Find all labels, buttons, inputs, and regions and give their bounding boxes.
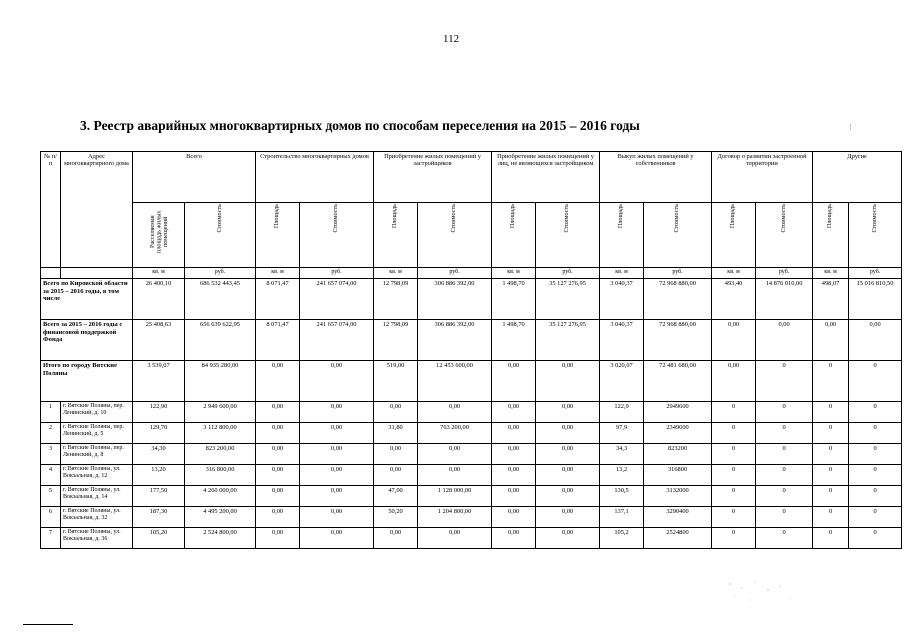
row-value: 187,30 xyxy=(133,507,185,528)
row-value: 0 xyxy=(712,402,756,423)
header-group-other: Другие xyxy=(813,152,902,203)
row-value: 0 xyxy=(813,528,849,549)
row-value: 31,80 xyxy=(374,423,418,444)
subheader-cost: Стоимость xyxy=(849,203,902,268)
unit-cost: руб. xyxy=(756,268,813,279)
summary-value: 35 127 276,95 xyxy=(536,279,600,320)
row-value: 0 xyxy=(849,486,902,507)
row-value: 1 128 000,00 xyxy=(418,486,492,507)
row-value: 2 524 800,00 xyxy=(185,528,256,549)
row-value: 0 xyxy=(712,423,756,444)
summary-value: 0 xyxy=(849,361,902,402)
unit-cost: руб. xyxy=(418,268,492,279)
row-value: 0,00 xyxy=(536,486,600,507)
row-value: 0,00 xyxy=(418,528,492,549)
summary-value: 35 127 276,95 xyxy=(536,320,600,361)
row-value: 0,00 xyxy=(300,465,374,486)
header-group-development-contract: Договор о развитии застроенной территории xyxy=(712,152,813,203)
summary-label: Всего за 2015 – 2016 годы с финансовой поддержкой Фонда xyxy=(41,320,133,361)
summary-value: 0,00 xyxy=(300,361,374,402)
summary-value: 12 453 600,00 xyxy=(418,361,492,402)
row-value: 0 xyxy=(712,465,756,486)
table-body xyxy=(41,279,902,549)
summary-value: 72 481 680,00 xyxy=(644,361,712,402)
row-value: 0,00 xyxy=(256,423,300,444)
row-value: 0 xyxy=(756,486,813,507)
summary-value: 686 532 443,45 xyxy=(185,279,256,320)
subheader-cost: Стоимость xyxy=(418,203,492,268)
unit-area: кв. м xyxy=(374,268,418,279)
summary-value: 0,00 xyxy=(849,320,902,361)
row-value: 0 xyxy=(712,507,756,528)
row-number: 3 xyxy=(41,444,61,465)
row-number: 6 xyxy=(41,507,61,528)
row-value: 0,00 xyxy=(536,402,600,423)
summary-value: 519,00 xyxy=(374,361,418,402)
row-value: 4 495 200,00 xyxy=(185,507,256,528)
unit-area: кв. м xyxy=(712,268,756,279)
summary-value: 12 798,09 xyxy=(374,320,418,361)
row-value: 0,00 xyxy=(492,528,536,549)
row-address: г. Вятские Поляны, пер. Ленинский, д. 8 xyxy=(61,444,133,465)
summary-label: Итого по городу Вятские Поляны xyxy=(41,361,133,402)
row-value: 0 xyxy=(849,402,902,423)
subheader-area: Площадь xyxy=(256,203,300,268)
row-value: 0,00 xyxy=(300,507,374,528)
summary-value: 14 876 010,00 xyxy=(756,279,813,320)
summary-value: 1 498,70 xyxy=(492,279,536,320)
summary-value: 0,00 xyxy=(492,361,536,402)
row-value: 823200 xyxy=(644,444,712,465)
row-value: 34,30 xyxy=(133,444,185,465)
row-value: 0,00 xyxy=(418,465,492,486)
row-value: 763 200,00 xyxy=(418,423,492,444)
row-value: 2349600 xyxy=(644,423,712,444)
row-address: г. Вятские Поляны, ул. Вокзальная, д. 36 xyxy=(61,528,133,549)
subheader-area: Площадь xyxy=(374,203,418,268)
summary-value: 0,00 xyxy=(712,320,756,361)
header-group-buyout: Выкуп жилых помещений у собственников xyxy=(600,152,712,203)
subheader-cost: Стоимость xyxy=(644,203,712,268)
summary-value: 72 968 880,00 xyxy=(644,320,712,361)
row-value: 0 xyxy=(712,444,756,465)
summary-value: 8 071,47 xyxy=(256,320,300,361)
summary-value: 306 886 392,00 xyxy=(418,279,492,320)
subheader-area: Площадь xyxy=(600,203,644,268)
document-title: 3. Реестр аварийных многоквартирных домов по способам переселения на 2015 – 2016 годы xyxy=(80,118,640,133)
header-row-subcolumns xyxy=(41,203,902,268)
row-value: 0,00 xyxy=(300,423,374,444)
row-address: г. Вятские Поляны, ул. Вокзальная, д. 14 xyxy=(61,486,133,507)
row-value: 0,00 xyxy=(536,507,600,528)
row-number: 1 xyxy=(41,402,61,423)
row-value: 0,00 xyxy=(492,486,536,507)
subheader-cost: Стоимость xyxy=(300,203,374,268)
subheader-cost: Стоимость xyxy=(756,203,813,268)
row-value: 0,00 xyxy=(492,423,536,444)
subheader-cost: Стоимость xyxy=(185,203,256,268)
row-value: 0 xyxy=(756,528,813,549)
scan-artifact: ⁝ xyxy=(849,122,852,132)
row-value: 0,00 xyxy=(536,444,600,465)
row-value: 3290400 xyxy=(644,507,712,528)
row-value: 0 xyxy=(756,507,813,528)
row-value: 0 xyxy=(712,486,756,507)
row-value: 0,00 xyxy=(300,444,374,465)
row-value: 13,2 xyxy=(600,465,644,486)
row-value: 0,00 xyxy=(256,486,300,507)
row-value: 316 800,00 xyxy=(185,465,256,486)
row-value: 823 200,00 xyxy=(185,444,256,465)
table-row xyxy=(41,423,902,444)
header-group-non-developers: Приобретение жилых помещений у лиц, не являющихся застройщиком xyxy=(492,152,600,203)
row-value: 2 949 600,00 xyxy=(185,402,256,423)
summary-value: 241 657 074,00 xyxy=(300,320,374,361)
row-value: 34,3 xyxy=(600,444,644,465)
row-value: 0 xyxy=(813,465,849,486)
summary-value: 3 040,37 xyxy=(600,279,644,320)
row-value: 0 xyxy=(813,423,849,444)
row-value: 47,00 xyxy=(374,486,418,507)
unit-cost: руб. xyxy=(300,268,374,279)
header-group-construction: Строительство многоквартирных домов xyxy=(256,152,374,203)
row-value: 50,20 xyxy=(374,507,418,528)
row-value: 0,00 xyxy=(300,486,374,507)
summary-value: 3 040,37 xyxy=(600,320,644,361)
row-value: 0,00 xyxy=(492,507,536,528)
row-address: г. Вятские Поляны, пер. Ленинский, д. 5 xyxy=(61,423,133,444)
row-value: 137,1 xyxy=(600,507,644,528)
header-row-units xyxy=(41,268,902,279)
summary-value: 26 400,10 xyxy=(133,279,185,320)
row-value: 0,00 xyxy=(536,423,600,444)
row-value: 97,9 xyxy=(600,423,644,444)
row-value: 0,00 xyxy=(256,465,300,486)
summary-value: 72 968 880,00 xyxy=(644,279,712,320)
row-value: 3132000 xyxy=(644,486,712,507)
row-value: 0 xyxy=(813,402,849,423)
row-value: 177,50 xyxy=(133,486,185,507)
unit-area: кв. м xyxy=(133,268,185,279)
row-value: 0,00 xyxy=(374,402,418,423)
summary-value: 0,00 xyxy=(256,361,300,402)
unit-area: кв. м xyxy=(600,268,644,279)
summary-row xyxy=(41,361,902,402)
header-no: № п/п xyxy=(41,152,61,268)
header-group-developers: Приобретение жилых помещений у застройщиков xyxy=(374,152,492,203)
row-value: 0,00 xyxy=(300,528,374,549)
header-group-total: Всего xyxy=(133,152,256,203)
subheader-area: Площадь xyxy=(492,203,536,268)
row-value: 0,00 xyxy=(300,402,374,423)
footnote-rule xyxy=(23,624,73,625)
summary-value: 1 498,70 xyxy=(492,320,536,361)
row-value: 0,00 xyxy=(374,444,418,465)
unit-area: кв. м xyxy=(492,268,536,279)
units-blank xyxy=(41,268,61,279)
row-value: 316800 xyxy=(644,465,712,486)
summary-value: 493,40 xyxy=(712,279,756,320)
row-value: 13,20 xyxy=(133,465,185,486)
unit-area: кв. м xyxy=(256,268,300,279)
row-value: 1 204 800,00 xyxy=(418,507,492,528)
subheader-area: Площадь xyxy=(813,203,849,268)
registry-table xyxy=(40,151,902,549)
row-value: 0,00 xyxy=(418,402,492,423)
header-address: Адрес многоквартирного дома xyxy=(61,152,133,268)
summary-value: 0,00 xyxy=(712,361,756,402)
row-value: 0 xyxy=(849,444,902,465)
summary-value: 0,00 xyxy=(813,320,849,361)
summary-value: 241 657 074,00 xyxy=(300,279,374,320)
row-value: 0 xyxy=(849,528,902,549)
unit-cost: руб. xyxy=(849,268,902,279)
table-row xyxy=(41,507,902,528)
summary-row xyxy=(41,279,902,320)
table-row xyxy=(41,444,902,465)
row-value: 0 xyxy=(813,486,849,507)
unit-cost: руб. xyxy=(185,268,256,279)
row-value: 0,00 xyxy=(492,402,536,423)
row-value: 129,70 xyxy=(133,423,185,444)
summary-value: 0,00 xyxy=(756,320,813,361)
unit-area: кв. м xyxy=(813,268,849,279)
table-row xyxy=(41,402,902,423)
summary-value: 8 071,47 xyxy=(256,279,300,320)
table-row xyxy=(41,486,902,507)
row-value: 0 xyxy=(813,444,849,465)
row-value: 0,00 xyxy=(374,528,418,549)
row-value: 105,2 xyxy=(600,528,644,549)
row-value: 0 xyxy=(813,507,849,528)
row-value: 0 xyxy=(849,423,902,444)
row-value: 0 xyxy=(756,465,813,486)
row-value: 0,00 xyxy=(418,444,492,465)
summary-value: 498,07 xyxy=(813,279,849,320)
page-number: 112 xyxy=(443,33,460,45)
row-value: 105,20 xyxy=(133,528,185,549)
summary-value: 3 539,07 xyxy=(133,361,185,402)
units-blank xyxy=(61,268,133,279)
summary-value: 0 xyxy=(813,361,849,402)
subheader-resettled-area: Расселяемая площадь жилых помещений xyxy=(133,203,185,268)
row-number: 5 xyxy=(41,486,61,507)
table-row xyxy=(41,528,902,549)
row-number: 2 xyxy=(41,423,61,444)
header-row-groups xyxy=(41,152,902,203)
row-number: 7 xyxy=(41,528,61,549)
row-value: 0,00 xyxy=(374,465,418,486)
summary-value: 306 886 392,00 xyxy=(418,320,492,361)
summary-value: 12 798,09 xyxy=(374,279,418,320)
summary-value: 3 020,07 xyxy=(600,361,644,402)
summary-value: 0,00 xyxy=(536,361,600,402)
row-value: 0,00 xyxy=(492,465,536,486)
subheader-cost: Стоимость xyxy=(536,203,600,268)
summary-value: 15 016 810,50 xyxy=(849,279,902,320)
row-address: г. Вятские Поляны, ул. Вокзальная, д. 32 xyxy=(61,507,133,528)
row-value: 4 260 000,00 xyxy=(185,486,256,507)
row-value: 122,9 xyxy=(600,402,644,423)
row-value: 2949600 xyxy=(644,402,712,423)
row-value: 0,00 xyxy=(536,465,600,486)
row-value: 2524800 xyxy=(644,528,712,549)
table-row xyxy=(41,465,902,486)
row-value: 0 xyxy=(849,507,902,528)
row-value: 0,00 xyxy=(536,528,600,549)
row-value: 0 xyxy=(712,528,756,549)
summary-value: 25 408,63 xyxy=(133,320,185,361)
row-value: 0 xyxy=(756,402,813,423)
summary-value: 84 935 280,00 xyxy=(185,361,256,402)
row-value: 0,00 xyxy=(256,528,300,549)
row-value: 0 xyxy=(849,465,902,486)
summary-value: 656 639 622,95 xyxy=(185,320,256,361)
row-value: 0,00 xyxy=(256,402,300,423)
row-value: 0 xyxy=(756,423,813,444)
row-value: 0,00 xyxy=(256,444,300,465)
summary-value: 0 xyxy=(756,361,813,402)
row-value: 122,90 xyxy=(133,402,185,423)
row-address: г. Вятские Поляны, ул. Вокзальная, д. 12 xyxy=(61,465,133,486)
row-address: г. Вятские Поляны, пер. Ленинский, д. 10 xyxy=(61,402,133,423)
scan-noise xyxy=(720,578,810,608)
row-value: 0,00 xyxy=(256,507,300,528)
subheader-area: Площадь xyxy=(712,203,756,268)
unit-cost: руб. xyxy=(644,268,712,279)
row-value: 3 112 800,00 xyxy=(185,423,256,444)
row-value: 0,00 xyxy=(492,444,536,465)
row-number: 4 xyxy=(41,465,61,486)
summary-row xyxy=(41,320,902,361)
unit-cost: руб. xyxy=(536,268,600,279)
row-value: 0 xyxy=(756,444,813,465)
summary-label: Всего по Кировской области за 2015 – 2016 годы, в том числе xyxy=(41,279,133,320)
row-value: 130,5 xyxy=(600,486,644,507)
